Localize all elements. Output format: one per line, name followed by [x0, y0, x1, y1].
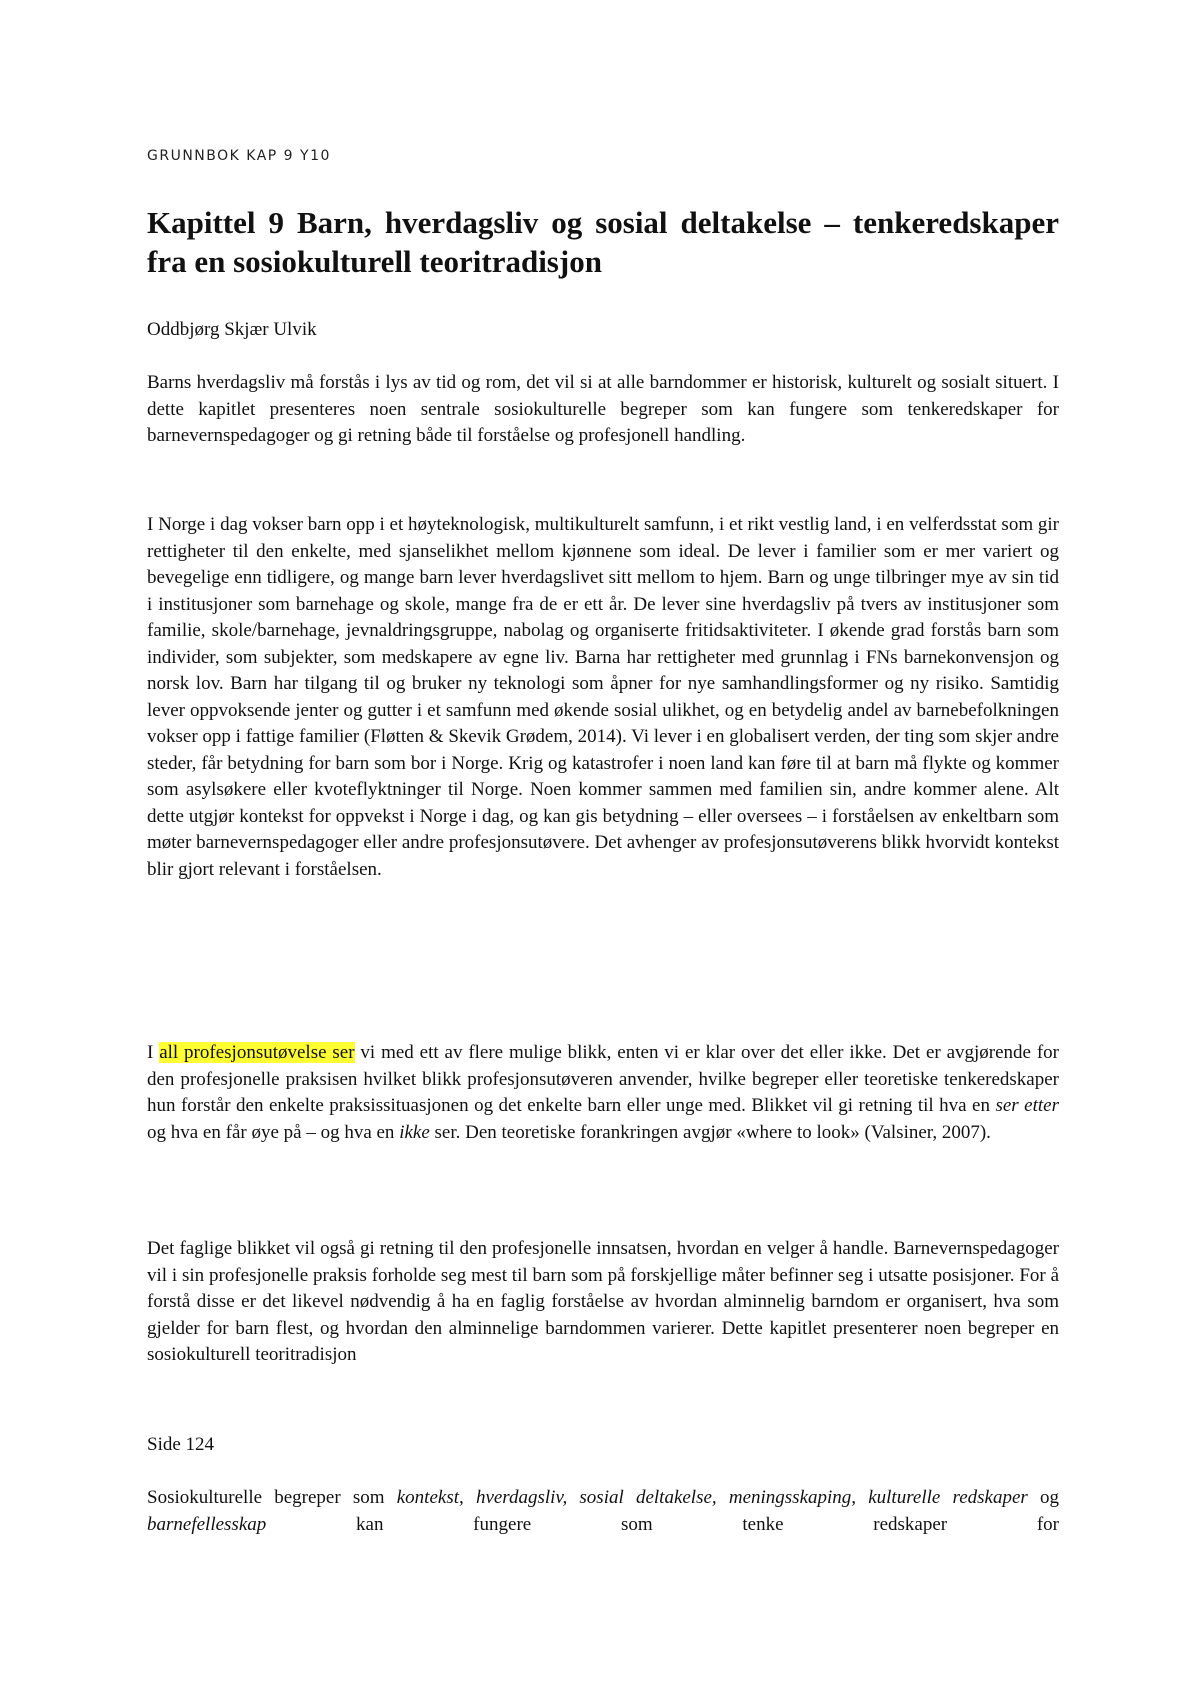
emphasis-text: ser etter	[995, 1095, 1059, 1116]
paragraph-text: og hva en får øye på – og hva en	[147, 1121, 400, 1143]
emphasis-term: barnefellesskap	[147, 1513, 267, 1535]
paragraph-professional-gaze: Det faglige blikket vil også gi retning til den profesjonelle innsatsen, hvordan en velger å handle. Barnevernspedagoger vil i sin profesjonelle praksis forholde seg mest til barn som på forskjellige måter befinner seg i utsatte posisjoner. For å forstå disse er det likevel nødvendig å ha en faglig forståelse av hvordan alminnelig barndom er organisert, hva som gjelder for barn flest, og hvordan den alminnelige barndommen varierer. Dette kapitlet presenterer noen begreper en sosiokulturell teoritradisjon	[147, 1238, 1059, 1365]
author-name: Oddbjørg Skjær Ulvik	[147, 319, 317, 340]
paragraph-text: kan fungere som tenke redskaper for	[266, 1513, 1059, 1535]
paragraph-text: I	[147, 1042, 160, 1063]
chapter-title: Kapittel 9 Barn, hverdagsliv og sosial deltakelse – tenkeredskaper fra en sosiokulturell teoritradisjon	[147, 205, 1059, 279]
emphasis-text: ikke	[399, 1121, 430, 1143]
paragraph-intro: Barns hverdagsliv må forstås i lys av tid og rom, det vil si at alle barndommer er historisk, kulturelt og sosialt situert. I dette kapitlet presenteres noen sentrale sosiokulturelle begreper som kan fungere som tenkeredskaper for barnevernspedagoger og gi retning både til forståelse og profesjonell handling.	[147, 372, 1059, 446]
paragraph-text: Sosiokulturelle begreper som	[147, 1487, 397, 1508]
page-reference-label: Side 124	[147, 1434, 215, 1455]
paragraph-text: ser. Den teoretiske forankringen avgjør «where to look» (Valsiner, 2007).	[429, 1121, 991, 1143]
paragraph-text: vi med ett av flere mulige blikk, enten vi er klar over det eller ikke. Det er avgjørende for den profesjonelle praksisen hvilket blikk profesjonsutøveren anvender, hvilke begreper eller teoretiske tenkeredskaper hun forstår den enkelte praksissituasjonen og det enkelte barn eller unge med. Blikket vil gi retning til hva en	[147, 1042, 1060, 1116]
paragraph-perspective	[147, 1040, 1059, 1146]
paragraph-text: og	[1027, 1487, 1059, 1508]
highlighted-text: all profesjonsutøvelse ser	[159, 1042, 355, 1063]
emphasis-terms: kontekst, hverdagsliv, sosial deltakelse, meningsskaping, kulturelle redskaper	[396, 1487, 1028, 1508]
running-header: GRUNNBOK KAP 9 Y10	[147, 148, 331, 164]
paragraph-concepts	[147, 1485, 1059, 1538]
paragraph-context: I Norge i dag vokser barn opp i et høyteknologisk, multikulturelt samfunn, i et rikt vestlig land, i en velferdsstat som gir rettigheter til den enkelte, med sjanselikhet mellom kjønnene som ideal. De lever i familier som er mer variert og bevegelige enn tidligere, og mange barn lever hverdagslivet sitt mellom to hjem. Barn og unge tilbringer mye av sin tid i institusjoner som barnehage og skole, mange fra de er ett år. De lever sine hverdagsliv på tvers av institusjoner som familie, skole/barnehage, jevnaldringsgruppe, nabolag og organiserte fritidsaktiviteter. I økende grad forstås barn som individer, som subjekter, som medskapere av egne liv. Barna har rettigheter med grunnlag i FNs barnekonvensjon og norsk lov. Barn har tilgang til og bruker ny teknologi som åpner for nye samhandlingsformer og ny risiko. Samtidig lever oppvoksende jenter og gutter i et samfunn med økende sosial ulikhet, og en betydelig andel av barnebefolkningen vokser opp i fattige familier (Fløtten & Skevik Grødem, 2014). Vi lever i en globalisert verden, der ting som skjer andre steder, får betydning for barn som bor i Norge. Krig og katastrofer i noen land kan føre til at barn må flykte og kommer som asylsøkere eller kvoteflyktninger til Norge. Noen kommer sammen med familien sin, andre kommer alene. Alt dette utgjør kontekst for oppvekst i Norge i dag, og kan gis betydning – eller oversees – i forståelsen av enkeltbarn som møter barnevernspedagoger eller andre profesjonsutøvere. Det avhenger av profesjonsutøverens blikk hvorvidt kontekst blir gjort relevant i forståelsen.	[147, 514, 1059, 880]
